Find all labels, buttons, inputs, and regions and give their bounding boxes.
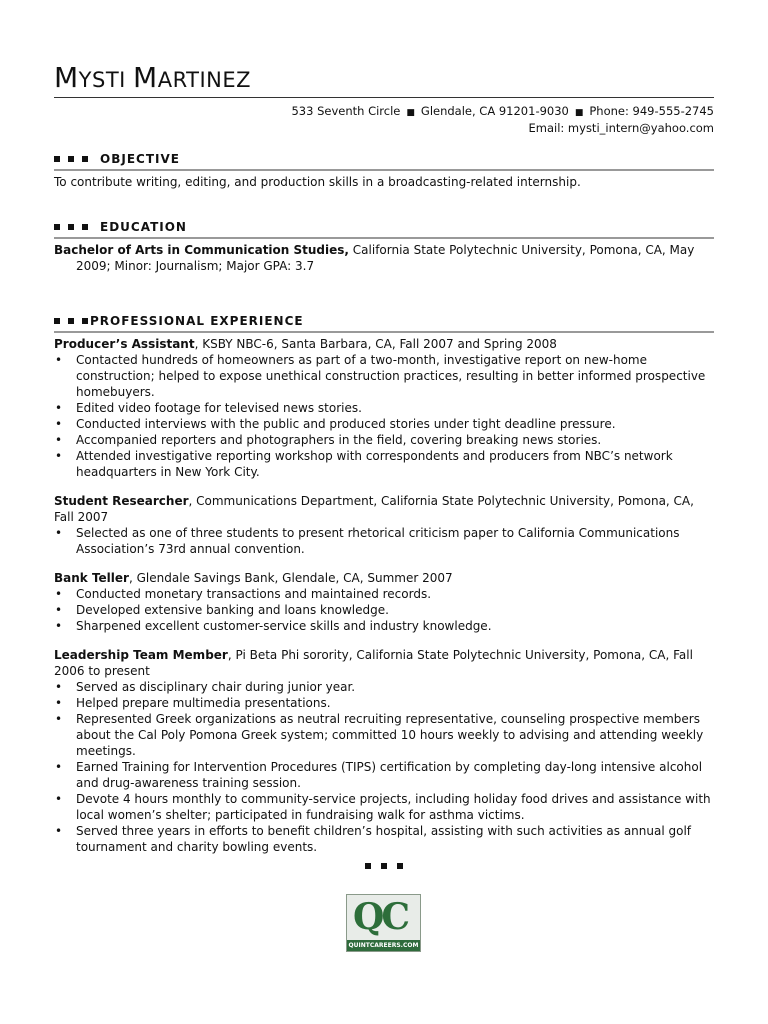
list-item: • Conducted interviews with the public and produced stories under tight deadline pressure.: [54, 416, 714, 432]
resume-page: [54, 60, 714, 869]
separator-icon: ■: [406, 108, 415, 118]
logo-letters: QC: [353, 896, 408, 938]
email: Email: mysti_intern@yahoo.com: [528, 121, 714, 135]
quintcareers-logo: [346, 894, 421, 952]
objective-section: [54, 150, 714, 190]
job-entry: [54, 336, 714, 480]
list-item: • Helped prepare multimedia presentations.: [54, 695, 714, 711]
experience-section: [54, 312, 714, 869]
job-title: Bank Teller, Glendale Savings Bank, Glendale, CA, Summer 2007: [54, 571, 453, 585]
job-list: [54, 336, 714, 855]
city: Glendale, CA 91201-9030: [420, 104, 569, 118]
degree: Bachelor of Arts in Communication Studies,: [54, 243, 349, 257]
job-title: Producer’s Assistant, KSBY NBC-6, Santa Barbara, CA, Fall 2007 and Spring 2008: [54, 337, 557, 351]
list-item: • Earned Training for Intervention Procedures (TIPS) certification by completing day-long intensive alcohol and drug-awareness training session.: [54, 759, 714, 791]
objective-text: To contribute writing, editing, and production skills in a broadcasting-related internship.: [54, 175, 581, 189]
job-entry: [54, 647, 714, 855]
education-detail: California State Polytechnic University, Pomona, CA, May 2009; Minor: Journalism; Major GPA: 3.7: [76, 243, 695, 273]
separator-icon: ■: [574, 108, 584, 118]
education-entry: [54, 242, 714, 274]
heading-squares-icon: [54, 224, 88, 230]
address: 533 Seventh Circle: [291, 104, 401, 118]
job-entry: [54, 493, 714, 557]
education-heading: EDUCATION: [54, 218, 714, 239]
list-item: • Selected as one of three students to present rhetorical criticism paper to California Communications Association’s 73rd annual convention.: [54, 525, 714, 557]
contact-info: [54, 104, 714, 136]
list-item: • Edited video footage for televised news stories.: [54, 400, 714, 416]
list-item: • Sharpened excellent customer-service skills and industry knowledge.: [54, 618, 714, 634]
candidate-name: MYSTI MARTINEZ: [54, 61, 252, 94]
job-bullets: [54, 352, 714, 480]
phone: Phone: 949-555-2745: [589, 104, 714, 118]
experience-heading: PROFESSIONAL EXPERIENCE: [54, 312, 714, 333]
job-entry: [54, 570, 714, 634]
list-item: • Represented Greek organizations as neutral recruiting representative, counseling prospective members about the Cal Poly Pomona Greek system; committed 10 hours weekly to advising and attending weekly meetings.: [54, 711, 714, 759]
list-item: • Served as disciplinary chair during junior year.: [54, 679, 714, 695]
heading-squares-icon: [54, 318, 88, 324]
heading-squares-icon: [54, 156, 88, 162]
job-bullets: [54, 525, 714, 557]
list-item: • Contacted hundreds of homeowners as part of a two-month, investigative report on new-home construction; helped to expose unethical construction practices, resulting in better informed prospective homebuyers.: [54, 352, 714, 400]
list-item: • Accompanied reporters and photographers in the field, covering breaking news stories.: [54, 432, 714, 448]
list-item: • Conducted monetary transactions and maintained records.: [54, 586, 714, 602]
job-title: Leadership Team Member, Pi Beta Phi sorority, California State Polytechnic University, Pomona, CA, Fall 2006 to present: [54, 648, 693, 678]
list-item: • Developed extensive banking and loans knowledge.: [54, 602, 714, 618]
name-divider: [54, 97, 714, 98]
end-squares-icon: [54, 863, 714, 869]
list-item: • Served three years in efforts to benefit children’s hospital, assisting with such activities as annual golf tournament and charity bowling events.: [54, 823, 714, 855]
education-section: [54, 218, 714, 274]
list-item: • Attended investigative reporting workshop with correspondents and producers from NBC’s network headquarters in New York City.: [54, 448, 714, 480]
logo-site: QUINTCAREERS.COM: [348, 942, 419, 949]
list-item: • Devote 4 hours monthly to community-service projects, including holiday food drives and assistance with local women’s shelter; participated in fundraising walk for asthma victims.: [54, 791, 714, 823]
job-title: Student Researcher, Communications Department, California State Polytechnic University, Pomona, CA, Fall 2007: [54, 494, 694, 524]
job-bullets: [54, 586, 714, 634]
job-bullets: [54, 679, 714, 855]
objective-heading: OBJECTIVE: [54, 150, 714, 171]
